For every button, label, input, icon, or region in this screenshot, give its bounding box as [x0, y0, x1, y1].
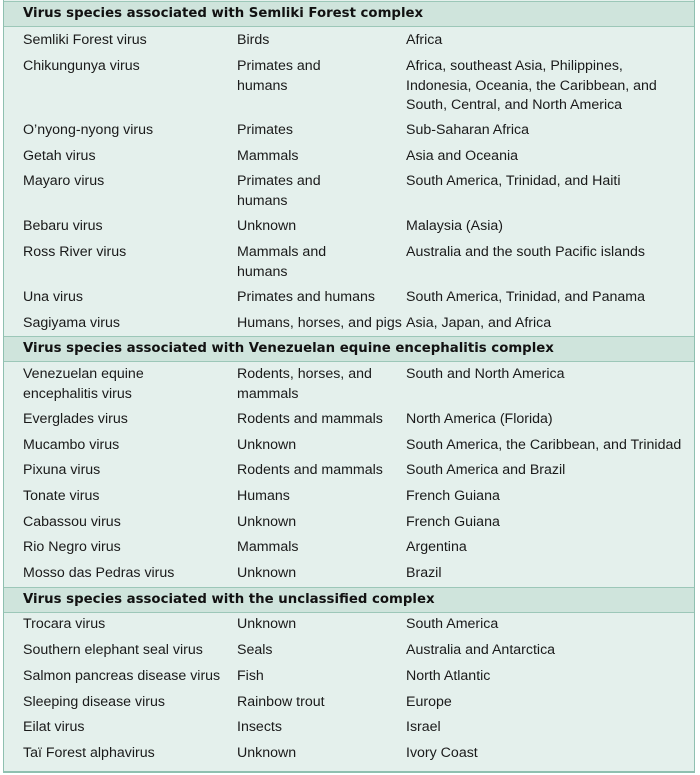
virus-name-cell	[23, 31, 147, 51]
host-cell	[237, 217, 296, 237]
virus-name-line: Everglades virus	[23, 411, 128, 427]
region-line: Sub-Saharan Africa	[406, 122, 530, 138]
host-line: humans	[237, 77, 288, 94]
host-cell	[237, 243, 326, 282]
host-line: Rodents, horses, and	[237, 366, 372, 382]
section-header: Virus species associated with Venezuelan equine encephalitis complex	[4, 336, 694, 362]
virus-name-line: Sleeping disease virus	[23, 694, 165, 710]
region-line: Australia and the south Pacific islands	[406, 244, 645, 260]
host-cell	[237, 615, 296, 635]
region-line: Malaysia (Asia)	[406, 218, 503, 234]
host-line: Primates and	[237, 173, 321, 189]
virus-name-cell	[23, 314, 120, 334]
host-line: Primates and humans	[237, 289, 376, 305]
region-line: South and North America	[406, 366, 565, 382]
host-cell	[237, 461, 383, 481]
host-cell	[237, 667, 264, 687]
virus-name-line: Bebaru virus	[23, 218, 103, 234]
region-cell	[406, 641, 555, 661]
region-line: South America, Trinidad, and Panama	[406, 289, 645, 305]
region-line: Indonesia, Oceania, the Caribbean, and	[406, 77, 657, 94]
region-line: Africa	[406, 32, 443, 48]
host-line: Rodents and mammals	[237, 411, 383, 427]
region-cell	[406, 57, 657, 116]
region-line: South America	[406, 616, 499, 632]
host-cell	[237, 744, 296, 764]
host-line: Mammals	[237, 539, 299, 555]
virus-name-cell	[23, 410, 128, 430]
host-cell	[237, 31, 269, 51]
virus-name-line: encephalitis virus	[23, 385, 132, 402]
region-cell	[406, 436, 681, 456]
virus-name-cell	[23, 718, 85, 738]
region-cell	[406, 538, 467, 558]
region-line: North Atlantic	[406, 668, 491, 684]
virus-name-line: Salmon pancreas disease virus	[23, 668, 221, 684]
region-line: Argentina	[406, 539, 467, 555]
host-cell	[237, 314, 402, 334]
region-line: South America, the Caribbean, and Trinidad	[406, 437, 682, 453]
virus-name-line: Getah virus	[23, 148, 96, 164]
virus-name-line: Trocara virus	[23, 616, 106, 632]
virus-name-cell	[23, 667, 220, 687]
virus-name-cell	[23, 615, 105, 635]
region-line: Brazil	[406, 565, 442, 581]
virus-name-cell	[23, 288, 83, 308]
region-cell	[406, 693, 452, 713]
host-line: Unknown	[237, 745, 297, 761]
region-cell	[406, 147, 518, 167]
virus-name-line: Chikungunya virus	[23, 58, 140, 74]
virus-name-cell	[23, 538, 121, 558]
virus-name-line: O’nyong-nyong virus	[23, 122, 154, 138]
host-cell	[237, 57, 321, 96]
host-cell	[237, 147, 298, 167]
virus-name-line: Mucambo virus	[23, 437, 120, 453]
virus-name-line: Mayaro virus	[23, 173, 105, 189]
host-line: Unknown	[237, 616, 297, 632]
region-line: French Guiana	[406, 514, 500, 530]
host-cell	[237, 172, 321, 211]
virus-name-cell	[23, 641, 203, 661]
host-line: Fish	[237, 668, 264, 684]
region-cell	[406, 615, 498, 635]
host-cell	[237, 487, 290, 507]
region-cell	[406, 513, 500, 533]
region-cell	[406, 461, 565, 481]
host-cell	[237, 365, 372, 404]
host-cell	[237, 410, 383, 430]
region-line: Europe	[406, 694, 452, 710]
host-line: mammals	[237, 385, 299, 402]
virus-name-line: Tonate virus	[23, 488, 100, 504]
virus-name-cell	[23, 513, 121, 533]
virus-name-line: Semliki Forest virus	[23, 32, 147, 48]
region-cell	[406, 121, 529, 141]
region-cell	[406, 744, 478, 764]
host-cell	[237, 121, 293, 141]
region-cell	[406, 667, 490, 687]
virus-name-line: Rio Negro virus	[23, 539, 121, 555]
region-cell	[406, 718, 441, 738]
virus-name-line: Venezuelan equine	[23, 366, 144, 382]
host-cell	[237, 513, 296, 533]
region-cell	[406, 288, 645, 308]
host-line: Primates	[237, 122, 293, 138]
region-cell	[406, 217, 503, 237]
region-line: Asia and Oceania	[406, 148, 518, 164]
region-cell	[406, 564, 441, 584]
host-line: Unknown	[237, 565, 297, 581]
region-line: Australia and Antarctica	[406, 642, 556, 658]
virus-name-line: Taï Forest alphavirus	[23, 745, 155, 761]
host-line: Rainbow trout	[237, 694, 325, 710]
region-line: Asia, Japan, and Africa	[406, 315, 552, 331]
region-cell	[406, 365, 565, 385]
region-line: South America, Trinidad, and Haiti	[406, 173, 621, 189]
region-cell	[406, 172, 621, 192]
virus-name-line: Mosso das Pedras virus	[23, 565, 175, 581]
virus-name-cell	[23, 172, 104, 192]
host-line: Unknown	[237, 218, 297, 234]
virus-name-cell	[23, 487, 100, 507]
virus-name-cell	[23, 121, 153, 141]
virus-name-cell	[23, 243, 126, 263]
region-cell	[406, 410, 553, 430]
region-line: Africa, southeast Asia, Philippines,	[406, 58, 623, 74]
host-cell	[237, 564, 296, 584]
host-cell	[237, 288, 375, 308]
region-cell	[406, 243, 645, 263]
host-cell	[237, 436, 296, 456]
host-line: Primates and	[237, 58, 321, 74]
host-line: Insects	[237, 719, 282, 735]
region-line: French Guiana	[406, 488, 500, 504]
region-cell	[406, 487, 500, 507]
host-line: Unknown	[237, 514, 297, 530]
host-line: Mammals	[237, 148, 299, 164]
virus-name-line: Ross River virus	[23, 244, 127, 260]
virus-name-cell	[23, 693, 165, 713]
host-cell	[237, 718, 282, 738]
region-line: South, Central, and North America	[406, 97, 623, 113]
host-line: Humans, horses, and pigs	[237, 315, 402, 331]
virus-name-cell	[23, 461, 100, 481]
host-line: Rodents and mammals	[237, 462, 383, 478]
virus-name-line: Sagiyama virus	[23, 315, 120, 331]
section-header: Virus species associated with the unclassified complex	[4, 587, 694, 613]
virus-name-cell	[23, 57, 140, 77]
host-cell	[237, 693, 325, 713]
virus-name-cell	[23, 564, 174, 584]
virus-name-cell	[23, 365, 144, 404]
virus-name-line: Cabassou virus	[23, 514, 121, 530]
host-line: Humans	[237, 488, 290, 504]
region-line: Israel	[406, 719, 441, 735]
region-cell	[406, 31, 442, 51]
host-line: Birds	[237, 32, 270, 48]
host-line: humans	[237, 263, 288, 280]
virus-name-line: Southern elephant seal virus	[23, 642, 203, 658]
virus-name-cell	[23, 147, 96, 167]
host-line: humans	[237, 192, 288, 209]
host-cell	[237, 538, 298, 558]
virus-name-cell	[23, 217, 103, 237]
virus-name-cell	[23, 436, 119, 456]
host-line: Unknown	[237, 437, 297, 453]
region-line: South America and Brazil	[406, 462, 566, 478]
host-line: Mammals and	[237, 244, 327, 260]
virus-name-line: Una virus	[23, 289, 83, 305]
virus-name-cell	[23, 744, 155, 764]
host-line: Seals	[237, 642, 273, 658]
section-header: Virus species associated with Semliki Forest complex	[4, 1, 694, 27]
virus-table	[3, 0, 695, 773]
region-cell	[406, 314, 551, 334]
region-line: Ivory Coast	[406, 745, 478, 761]
host-cell	[237, 641, 273, 661]
virus-name-line: Pixuna virus	[23, 462, 101, 478]
virus-name-line: Eilat virus	[23, 719, 85, 735]
region-line: North America (Florida)	[406, 411, 553, 427]
